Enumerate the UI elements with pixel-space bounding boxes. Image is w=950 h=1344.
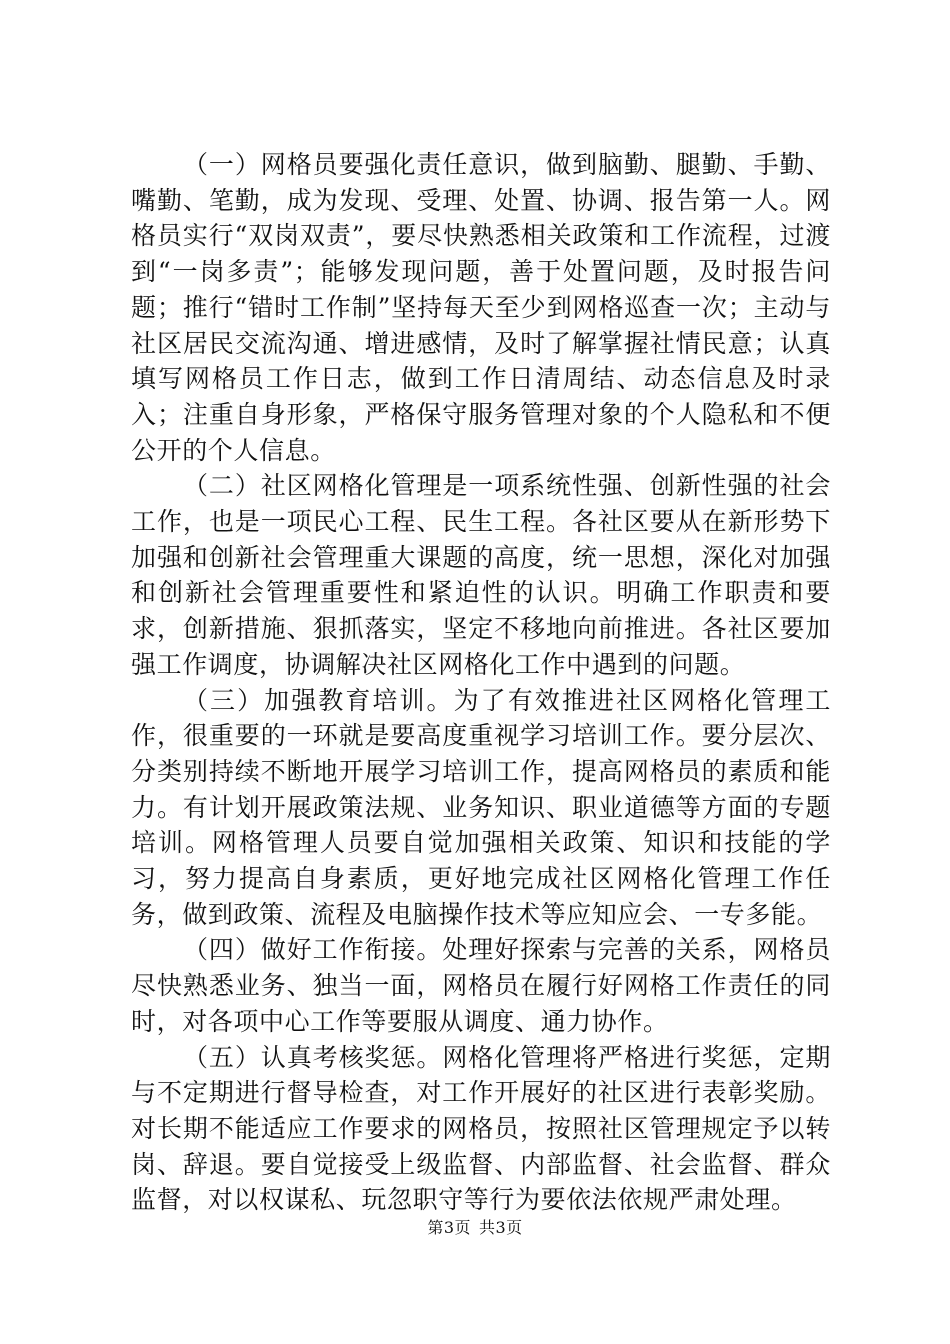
paragraph-5: （五）认真考核奖惩。网格化管理将严格进行奖惩，定期与不定期进行督导检查，对工作开展好的社区进行表彰奖励。对长期不能适应工作要求的网格员，按照社区管理规定予以转岗、辞退。要自觉接受上级监督、内部监督、社会监督、群众监督，对以权谋私、玩忽职守等行为要依法依规严肃处理。 — [131, 1042, 831, 1215]
page-total: 共3页 — [479, 1218, 523, 1237]
paragraph-3: （三）加强教育培训。为了有效推进社区网格化管理工作，很重要的一环就是要高度重视学习培训工作。要分层次、分类别持续不断地开展学习培训工作，提高网格员的素质和能力。有计划开展政策法规、业务知识、职业道德等方面的专题培训。网格管理人员要自觉加强相关政策、知识和技能的学习，努力提高自身素质，更好地完成社区网格化管理工作任务，做到政策、流程及电脑操作技术等应知应会、一专多能。 — [131, 685, 831, 929]
paragraph-4: （四）做好工作衔接。处理好探索与完善的关系，网格员尽快熟悉业务、独当一面，网格员在履行好网格工作责任的同时，对各项中心工作等要服从调度、通力协作。 — [131, 935, 831, 1036]
paragraph-2: （二）社区网格化管理是一项系统性强、创新性强的社会工作，也是一项民心工程、民生工程。各社区要从在新形势下加强和创新社会管理重大课题的高度，统一思想，深化对加强和创新社会管理重要性和紧迫性的认识。明确工作职责和要求，创新措施、狠抓落实，坚定不移地向前推进。各社区要加强工作调度，协调解决社区网格化工作中遇到的问题。 — [131, 471, 831, 679]
page-footer — [0, 1218, 950, 1238]
paragraph-1: （一）网格员要强化责任意识，做到脑勤、腿勤、手勤、嘴勤、笔勤，成为发现、受理、处置、协调、报告第一人。网格员实行“双岗双责”，要尽快熟悉相关政策和工作流程，过渡到“一岗多责”；能够发现问题，善于处置问题，及时报告问题；推行“错时工作制”坚持每天至少到网格巡查一次；主动与社区居民交流沟通、增进感情，及时了解掌握社情民意；认真填写网格员工作日志，做到工作日清周结、动态信息及时录入；注重自身形象，严格保守服务管理对象的个人隐私和不便公开的个人信息。 — [131, 150, 831, 465]
page-number: 第3页 — [427, 1218, 471, 1237]
document-body — [131, 147, 831, 1218]
